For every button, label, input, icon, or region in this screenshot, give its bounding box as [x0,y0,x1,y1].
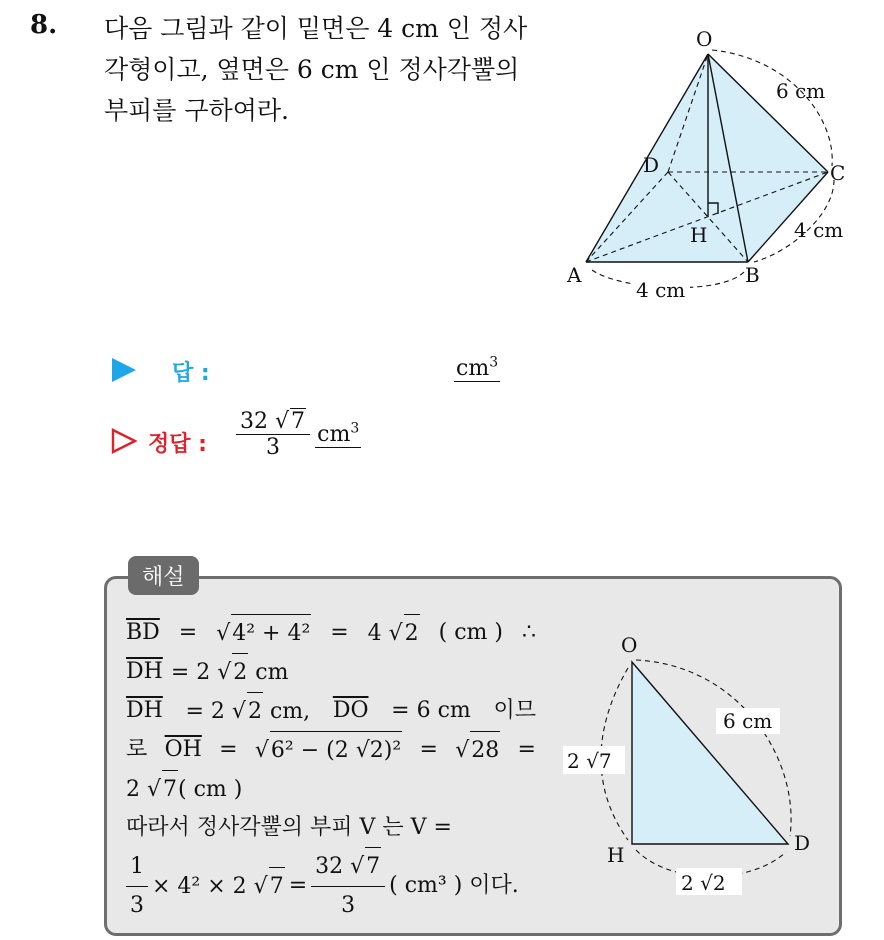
coef-5: 2 [126,777,140,802]
frac2-rad: 7 [365,847,381,886]
rad-7: 7 [269,867,285,906]
label-d: D [643,153,660,177]
tri-label-h: H [607,843,625,867]
therefore-1: ∴ [521,620,536,645]
label-b: B [745,263,760,287]
unit-1: ( cm ) [438,620,503,645]
tri-label-o: O [621,633,638,657]
unit-2: cm [255,660,289,685]
text-4: 로 [126,737,148,762]
eq-4c: = [517,737,536,762]
coef-3: = 2 [185,699,225,724]
correct-fraction: $\frac{32 √7}{3}$ [236,408,310,460]
correct-value [236,408,361,460]
unit-3: cm, [269,699,311,724]
rad-1b: 2 [404,614,420,653]
label-o: O [696,27,713,51]
rad-4: 6² − (2 √2)² [270,731,402,770]
solution-line-7 [126,847,536,925]
correct-label: 정답 : [148,432,207,457]
frac2-num: 32 [315,854,351,879]
frac1-num: 1 [126,848,148,887]
correct-num-rad: 7 [291,409,306,434]
val-2: = 2 √2 cm [171,653,289,692]
correct-unit: cm [317,422,351,448]
mid-7: × 4² × 2 [152,873,247,899]
solution-line-5 [126,770,536,809]
eq-4a: = [219,737,238,762]
sqrt-expr-4: √6² − (2 √2)² [255,731,402,770]
rad-5: 7 [162,770,178,809]
frac2-den: 3 [341,893,356,918]
val-1: 4 √2 [368,614,420,653]
label-side-4cm: 4 cm [794,218,844,242]
correct-marker-icon [110,427,138,455]
pyramid-figure [560,20,860,305]
label-c: C [830,161,846,185]
answer-label: 답 : [172,361,210,386]
sqrt-expr-1: √4² + 4² [216,614,311,653]
tri-base-label: 2 √2 [681,871,726,895]
correct-num: 32 [240,409,275,434]
seg-oh: $\overline{OH}$ [164,737,202,762]
rad-3: 2 [247,692,263,731]
problem-line-3: 부피를 구하여라. [104,96,289,125]
triangle-figure [560,625,830,895]
problem-line-2: 각형이고, 옆면은 6 cm 인 정사각뿔의 [104,55,520,84]
coef-1: 4 [367,621,382,646]
triangle-ohd [632,662,788,844]
answer-unit-exp: 3 [489,355,499,371]
seg-dh-2: $\overline{DH}$ [126,698,163,723]
tri-hyp-label: 6 cm [723,709,773,733]
sqrt-expr-4b: √28 [455,731,500,770]
correct-den: 3 [266,435,281,460]
problem-line-1: 다음 그림과 같이 밑면은 4 cm 인 정사 [104,14,528,43]
problem-number: 8. [30,10,58,40]
eq-4b: = [419,737,438,762]
end-7: ( cm³ ) 이다. [389,873,519,898]
answer-unit-text: cm [456,356,490,382]
rad-1: 4² + 4² [231,614,311,653]
unit-5: ( cm ) [178,777,243,802]
seg-do: $\overline{DO}$ [332,698,369,723]
frac1-den: 3 [130,892,144,918]
solution-text [126,614,536,925]
seg-dh-1: $\overline{DH}$ [126,659,163,684]
rad-2: 2 [232,653,248,692]
expr-7: × 4² × 2 √7 [152,867,285,906]
solution-tag: 해설 [128,556,199,595]
answer-marker-icon [112,358,136,382]
label-a: A [567,263,582,287]
val-3b: = 6 cm [391,698,471,723]
frac-result: $\frac{32 √7}{3}$ [311,847,385,925]
text-3: 이므 [493,698,536,723]
solution-line-1 [126,614,536,653]
answer-unit [454,355,500,381]
solution-line-6: 따라서 정사각뿔의 부피 V 는 V = [126,815,452,840]
eq-2: = [330,620,349,645]
label-base-4cm: 4 cm [636,278,686,302]
solution-line-4 [126,731,536,770]
tri-vert-label: 2 √7 [567,749,612,773]
frac-one-third [126,848,148,925]
seg-bd: $\overline{BD}$ [126,620,160,645]
eq-1: = [178,620,198,645]
rad-4b: 28 [470,731,500,770]
label-edge-6cm: 6 cm [776,79,826,103]
eq-7: = [288,873,308,898]
solution-line-3 [126,692,536,731]
tri-label-d: D [794,831,811,855]
val-3: = 2 √2 cm, [186,692,311,731]
val-5: 2 √7( cm ) [126,770,242,809]
problem-text [104,8,544,131]
label-h: H [690,223,708,247]
correct-unit-exp: 3 [350,420,360,437]
solution-line-2 [126,653,536,692]
coef-2: = 2 [170,660,211,685]
